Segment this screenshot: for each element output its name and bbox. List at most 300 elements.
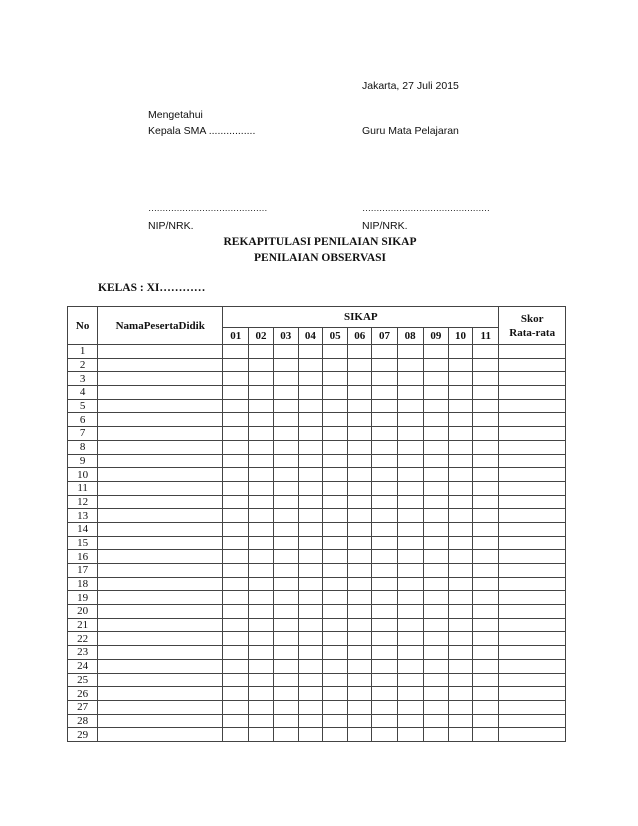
sikap-score-cell[interactable] xyxy=(249,700,273,714)
sikap-score-cell[interactable] xyxy=(372,659,397,673)
sikap-score-cell[interactable] xyxy=(348,659,372,673)
sikap-score-cell[interactable] xyxy=(448,591,472,605)
sikap-score-cell[interactable] xyxy=(249,536,273,550)
sikap-score-cell[interactable] xyxy=(322,427,347,441)
sikap-score-cell[interactable] xyxy=(298,659,322,673)
sikap-score-cell[interactable] xyxy=(273,413,298,427)
sikap-score-cell[interactable] xyxy=(273,509,298,523)
skor-rata-cell[interactable] xyxy=(499,495,566,509)
sikap-score-cell[interactable] xyxy=(348,454,372,468)
sikap-score-cell[interactable] xyxy=(223,591,249,605)
sikap-score-cell[interactable] xyxy=(473,454,499,468)
sikap-score-cell[interactable] xyxy=(473,440,499,454)
sikap-score-cell[interactable] xyxy=(223,399,249,413)
sikap-score-cell[interactable] xyxy=(249,659,273,673)
sikap-score-cell[interactable] xyxy=(273,372,298,386)
sikap-score-cell[interactable] xyxy=(372,700,397,714)
skor-rata-cell[interactable] xyxy=(499,591,566,605)
sikap-score-cell[interactable] xyxy=(322,618,347,632)
sikap-score-cell[interactable] xyxy=(473,728,499,742)
sikap-score-cell[interactable] xyxy=(423,509,448,523)
sikap-score-cell[interactable] xyxy=(473,714,499,728)
sikap-score-cell[interactable] xyxy=(372,468,397,482)
sikap-score-cell[interactable] xyxy=(249,358,273,372)
sikap-score-cell[interactable] xyxy=(348,550,372,564)
sikap-score-cell[interactable] xyxy=(249,386,273,400)
sikap-score-cell[interactable] xyxy=(249,646,273,660)
sikap-score-cell[interactable] xyxy=(348,700,372,714)
sikap-score-cell[interactable] xyxy=(298,618,322,632)
sikap-score-cell[interactable] xyxy=(322,659,347,673)
nama-cell[interactable] xyxy=(98,372,223,386)
skor-rata-cell[interactable] xyxy=(499,646,566,660)
sikap-score-cell[interactable] xyxy=(273,714,298,728)
sikap-score-cell[interactable] xyxy=(322,577,347,591)
nama-cell[interactable] xyxy=(98,618,223,632)
skor-rata-cell[interactable] xyxy=(499,345,566,359)
sikap-score-cell[interactable] xyxy=(397,454,423,468)
sikap-score-cell[interactable] xyxy=(423,358,448,372)
sikap-score-cell[interactable] xyxy=(423,605,448,619)
sikap-score-cell[interactable] xyxy=(223,687,249,701)
sikap-score-cell[interactable] xyxy=(223,481,249,495)
sikap-score-cell[interactable] xyxy=(298,386,322,400)
nama-cell[interactable] xyxy=(98,646,223,660)
sikap-score-cell[interactable] xyxy=(473,536,499,550)
sikap-score-cell[interactable] xyxy=(397,427,423,441)
sikap-score-cell[interactable] xyxy=(372,714,397,728)
sikap-score-cell[interactable] xyxy=(473,632,499,646)
sikap-score-cell[interactable] xyxy=(273,687,298,701)
sikap-score-cell[interactable] xyxy=(473,605,499,619)
sikap-score-cell[interactable] xyxy=(423,591,448,605)
sikap-score-cell[interactable] xyxy=(397,345,423,359)
sikap-score-cell[interactable] xyxy=(473,345,499,359)
sikap-score-cell[interactable] xyxy=(273,605,298,619)
nama-cell[interactable] xyxy=(98,468,223,482)
skor-rata-cell[interactable] xyxy=(499,605,566,619)
nama-cell[interactable] xyxy=(98,454,223,468)
sikap-score-cell[interactable] xyxy=(273,427,298,441)
nama-cell[interactable] xyxy=(98,427,223,441)
sikap-score-cell[interactable] xyxy=(273,522,298,536)
sikap-score-cell[interactable] xyxy=(448,714,472,728)
sikap-score-cell[interactable] xyxy=(473,577,499,591)
sikap-score-cell[interactable] xyxy=(448,399,472,413)
sikap-score-cell[interactable] xyxy=(273,632,298,646)
sikap-score-cell[interactable] xyxy=(473,386,499,400)
skor-rata-cell[interactable] xyxy=(499,440,566,454)
sikap-score-cell[interactable] xyxy=(249,495,273,509)
skor-rata-cell[interactable] xyxy=(499,481,566,495)
skor-rata-cell[interactable] xyxy=(499,427,566,441)
sikap-score-cell[interactable] xyxy=(448,564,472,578)
sikap-score-cell[interactable] xyxy=(322,481,347,495)
sikap-score-cell[interactable] xyxy=(322,700,347,714)
nama-cell[interactable] xyxy=(98,577,223,591)
sikap-score-cell[interactable] xyxy=(298,591,322,605)
nama-cell[interactable] xyxy=(98,522,223,536)
sikap-score-cell[interactable] xyxy=(298,673,322,687)
sikap-score-cell[interactable] xyxy=(273,386,298,400)
sikap-score-cell[interactable] xyxy=(298,440,322,454)
sikap-score-cell[interactable] xyxy=(298,700,322,714)
sikap-score-cell[interactable] xyxy=(397,372,423,386)
sikap-score-cell[interactable] xyxy=(223,454,249,468)
sikap-score-cell[interactable] xyxy=(423,618,448,632)
nama-cell[interactable] xyxy=(98,440,223,454)
nama-cell[interactable] xyxy=(98,700,223,714)
sikap-score-cell[interactable] xyxy=(473,372,499,386)
sikap-score-cell[interactable] xyxy=(372,687,397,701)
sikap-score-cell[interactable] xyxy=(397,646,423,660)
sikap-score-cell[interactable] xyxy=(372,646,397,660)
sikap-score-cell[interactable] xyxy=(348,591,372,605)
sikap-score-cell[interactable] xyxy=(448,605,472,619)
sikap-score-cell[interactable] xyxy=(249,522,273,536)
sikap-score-cell[interactable] xyxy=(473,591,499,605)
sikap-score-cell[interactable] xyxy=(322,687,347,701)
sikap-score-cell[interactable] xyxy=(397,605,423,619)
sikap-score-cell[interactable] xyxy=(322,714,347,728)
sikap-score-cell[interactable] xyxy=(372,564,397,578)
sikap-score-cell[interactable] xyxy=(249,372,273,386)
sikap-score-cell[interactable] xyxy=(273,646,298,660)
sikap-score-cell[interactable] xyxy=(423,728,448,742)
nama-cell[interactable] xyxy=(98,495,223,509)
sikap-score-cell[interactable] xyxy=(423,413,448,427)
sikap-score-cell[interactable] xyxy=(348,646,372,660)
sikap-score-cell[interactable] xyxy=(423,659,448,673)
skor-rata-cell[interactable] xyxy=(499,700,566,714)
sikap-score-cell[interactable] xyxy=(448,659,472,673)
sikap-score-cell[interactable] xyxy=(273,564,298,578)
sikap-score-cell[interactable] xyxy=(223,413,249,427)
sikap-score-cell[interactable] xyxy=(249,673,273,687)
sikap-score-cell[interactable] xyxy=(372,481,397,495)
sikap-score-cell[interactable] xyxy=(372,522,397,536)
skor-rata-cell[interactable] xyxy=(499,386,566,400)
nama-cell[interactable] xyxy=(98,714,223,728)
sikap-score-cell[interactable] xyxy=(298,427,322,441)
sikap-score-cell[interactable] xyxy=(298,536,322,550)
sikap-score-cell[interactable] xyxy=(223,495,249,509)
sikap-score-cell[interactable] xyxy=(448,454,472,468)
sikap-score-cell[interactable] xyxy=(397,550,423,564)
skor-rata-cell[interactable] xyxy=(499,728,566,742)
sikap-score-cell[interactable] xyxy=(423,536,448,550)
sikap-score-cell[interactable] xyxy=(273,454,298,468)
nama-cell[interactable] xyxy=(98,358,223,372)
sikap-score-cell[interactable] xyxy=(273,700,298,714)
sikap-score-cell[interactable] xyxy=(473,646,499,660)
sikap-score-cell[interactable] xyxy=(249,605,273,619)
skor-rata-cell[interactable] xyxy=(499,687,566,701)
sikap-score-cell[interactable] xyxy=(223,550,249,564)
sikap-score-cell[interactable] xyxy=(448,550,472,564)
sikap-score-cell[interactable] xyxy=(423,714,448,728)
sikap-score-cell[interactable] xyxy=(298,632,322,646)
sikap-score-cell[interactable] xyxy=(448,427,472,441)
sikap-score-cell[interactable] xyxy=(348,468,372,482)
nama-cell[interactable] xyxy=(98,345,223,359)
sikap-score-cell[interactable] xyxy=(372,386,397,400)
sikap-score-cell[interactable] xyxy=(397,564,423,578)
sikap-score-cell[interactable] xyxy=(448,372,472,386)
sikap-score-cell[interactable] xyxy=(273,399,298,413)
sikap-score-cell[interactable] xyxy=(372,399,397,413)
sikap-score-cell[interactable] xyxy=(298,372,322,386)
skor-rata-cell[interactable] xyxy=(499,536,566,550)
sikap-score-cell[interactable] xyxy=(473,522,499,536)
sikap-score-cell[interactable] xyxy=(423,687,448,701)
sikap-score-cell[interactable] xyxy=(348,372,372,386)
sikap-score-cell[interactable] xyxy=(223,522,249,536)
sikap-score-cell[interactable] xyxy=(298,714,322,728)
skor-rata-cell[interactable] xyxy=(499,358,566,372)
sikap-score-cell[interactable] xyxy=(397,536,423,550)
sikap-score-cell[interactable] xyxy=(372,728,397,742)
sikap-score-cell[interactable] xyxy=(423,550,448,564)
sikap-score-cell[interactable] xyxy=(298,605,322,619)
sikap-score-cell[interactable] xyxy=(298,550,322,564)
sikap-score-cell[interactable] xyxy=(423,481,448,495)
sikap-score-cell[interactable] xyxy=(473,413,499,427)
sikap-score-cell[interactable] xyxy=(249,687,273,701)
sikap-score-cell[interactable] xyxy=(423,673,448,687)
sikap-score-cell[interactable] xyxy=(397,673,423,687)
nama-cell[interactable] xyxy=(98,413,223,427)
sikap-score-cell[interactable] xyxy=(348,440,372,454)
sikap-score-cell[interactable] xyxy=(473,550,499,564)
sikap-score-cell[interactable] xyxy=(249,564,273,578)
sikap-score-cell[interactable] xyxy=(249,481,273,495)
sikap-score-cell[interactable] xyxy=(223,714,249,728)
sikap-score-cell[interactable] xyxy=(448,481,472,495)
sikap-score-cell[interactable] xyxy=(397,413,423,427)
sikap-score-cell[interactable] xyxy=(397,509,423,523)
sikap-score-cell[interactable] xyxy=(273,345,298,359)
skor-rata-cell[interactable] xyxy=(499,618,566,632)
sikap-score-cell[interactable] xyxy=(372,345,397,359)
sikap-score-cell[interactable] xyxy=(423,386,448,400)
skor-rata-cell[interactable] xyxy=(499,454,566,468)
sikap-score-cell[interactable] xyxy=(223,618,249,632)
sikap-score-cell[interactable] xyxy=(473,399,499,413)
sikap-score-cell[interactable] xyxy=(397,714,423,728)
skor-rata-cell[interactable] xyxy=(499,522,566,536)
sikap-score-cell[interactable] xyxy=(397,659,423,673)
sikap-score-cell[interactable] xyxy=(249,413,273,427)
sikap-score-cell[interactable] xyxy=(322,413,347,427)
sikap-score-cell[interactable] xyxy=(298,413,322,427)
sikap-score-cell[interactable] xyxy=(448,618,472,632)
sikap-score-cell[interactable] xyxy=(397,399,423,413)
sikap-score-cell[interactable] xyxy=(223,659,249,673)
sikap-score-cell[interactable] xyxy=(249,399,273,413)
sikap-score-cell[interactable] xyxy=(372,495,397,509)
sikap-score-cell[interactable] xyxy=(473,481,499,495)
skor-rata-cell[interactable] xyxy=(499,399,566,413)
sikap-score-cell[interactable] xyxy=(223,673,249,687)
sikap-score-cell[interactable] xyxy=(348,564,372,578)
sikap-score-cell[interactable] xyxy=(298,468,322,482)
sikap-score-cell[interactable] xyxy=(223,646,249,660)
sikap-score-cell[interactable] xyxy=(473,687,499,701)
nama-cell[interactable] xyxy=(98,605,223,619)
sikap-score-cell[interactable] xyxy=(473,468,499,482)
sikap-score-cell[interactable] xyxy=(249,632,273,646)
sikap-score-cell[interactable] xyxy=(298,495,322,509)
sikap-score-cell[interactable] xyxy=(348,632,372,646)
sikap-score-cell[interactable] xyxy=(448,386,472,400)
sikap-score-cell[interactable] xyxy=(448,536,472,550)
sikap-score-cell[interactable] xyxy=(397,700,423,714)
sikap-score-cell[interactable] xyxy=(372,454,397,468)
sikap-score-cell[interactable] xyxy=(348,495,372,509)
sikap-score-cell[interactable] xyxy=(423,495,448,509)
nama-cell[interactable] xyxy=(98,481,223,495)
sikap-score-cell[interactable] xyxy=(348,618,372,632)
sikap-score-cell[interactable] xyxy=(397,618,423,632)
sikap-score-cell[interactable] xyxy=(372,591,397,605)
sikap-score-cell[interactable] xyxy=(448,646,472,660)
sikap-score-cell[interactable] xyxy=(423,646,448,660)
sikap-score-cell[interactable] xyxy=(473,659,499,673)
sikap-score-cell[interactable] xyxy=(348,714,372,728)
sikap-score-cell[interactable] xyxy=(348,386,372,400)
sikap-score-cell[interactable] xyxy=(322,728,347,742)
sikap-score-cell[interactable] xyxy=(473,427,499,441)
sikap-score-cell[interactable] xyxy=(322,632,347,646)
sikap-score-cell[interactable] xyxy=(448,577,472,591)
sikap-score-cell[interactable] xyxy=(397,577,423,591)
sikap-score-cell[interactable] xyxy=(423,399,448,413)
skor-rata-cell[interactable] xyxy=(499,372,566,386)
sikap-score-cell[interactable] xyxy=(423,577,448,591)
sikap-score-cell[interactable] xyxy=(473,673,499,687)
sikap-score-cell[interactable] xyxy=(273,440,298,454)
skor-rata-cell[interactable] xyxy=(499,509,566,523)
sikap-score-cell[interactable] xyxy=(448,413,472,427)
skor-rata-cell[interactable] xyxy=(499,564,566,578)
sikap-score-cell[interactable] xyxy=(423,372,448,386)
sikap-score-cell[interactable] xyxy=(473,700,499,714)
nama-cell[interactable] xyxy=(98,564,223,578)
sikap-score-cell[interactable] xyxy=(448,345,472,359)
nama-cell[interactable] xyxy=(98,632,223,646)
sikap-score-cell[interactable] xyxy=(372,440,397,454)
sikap-score-cell[interactable] xyxy=(372,413,397,427)
sikap-score-cell[interactable] xyxy=(348,673,372,687)
sikap-score-cell[interactable] xyxy=(397,632,423,646)
skor-rata-cell[interactable] xyxy=(499,550,566,564)
nama-cell[interactable] xyxy=(98,536,223,550)
sikap-score-cell[interactable] xyxy=(348,345,372,359)
sikap-score-cell[interactable] xyxy=(348,481,372,495)
nama-cell[interactable] xyxy=(98,659,223,673)
sikap-score-cell[interactable] xyxy=(423,632,448,646)
sikap-score-cell[interactable] xyxy=(298,454,322,468)
sikap-score-cell[interactable] xyxy=(397,591,423,605)
sikap-score-cell[interactable] xyxy=(423,427,448,441)
sikap-score-cell[interactable] xyxy=(448,700,472,714)
sikap-score-cell[interactable] xyxy=(423,468,448,482)
sikap-score-cell[interactable] xyxy=(273,550,298,564)
sikap-score-cell[interactable] xyxy=(448,687,472,701)
sikap-score-cell[interactable] xyxy=(273,728,298,742)
sikap-score-cell[interactable] xyxy=(322,564,347,578)
sikap-score-cell[interactable] xyxy=(372,372,397,386)
sikap-score-cell[interactable] xyxy=(249,618,273,632)
sikap-score-cell[interactable] xyxy=(223,564,249,578)
sikap-score-cell[interactable] xyxy=(473,495,499,509)
sikap-score-cell[interactable] xyxy=(322,454,347,468)
sikap-score-cell[interactable] xyxy=(273,659,298,673)
sikap-score-cell[interactable] xyxy=(348,605,372,619)
sikap-score-cell[interactable] xyxy=(397,468,423,482)
sikap-score-cell[interactable] xyxy=(448,728,472,742)
skor-rata-cell[interactable] xyxy=(499,632,566,646)
sikap-score-cell[interactable] xyxy=(298,728,322,742)
sikap-score-cell[interactable] xyxy=(249,427,273,441)
sikap-score-cell[interactable] xyxy=(348,536,372,550)
sikap-score-cell[interactable] xyxy=(322,646,347,660)
sikap-score-cell[interactable] xyxy=(273,536,298,550)
sikap-score-cell[interactable] xyxy=(348,427,372,441)
sikap-score-cell[interactable] xyxy=(473,358,499,372)
skor-rata-cell[interactable] xyxy=(499,714,566,728)
sikap-score-cell[interactable] xyxy=(273,481,298,495)
sikap-score-cell[interactable] xyxy=(298,509,322,523)
sikap-score-cell[interactable] xyxy=(298,522,322,536)
sikap-score-cell[interactable] xyxy=(423,454,448,468)
sikap-score-cell[interactable] xyxy=(223,427,249,441)
sikap-score-cell[interactable] xyxy=(372,577,397,591)
sikap-score-cell[interactable] xyxy=(223,700,249,714)
sikap-score-cell[interactable] xyxy=(397,522,423,536)
sikap-score-cell[interactable] xyxy=(223,577,249,591)
skor-rata-cell[interactable] xyxy=(499,413,566,427)
sikap-score-cell[interactable] xyxy=(249,509,273,523)
sikap-score-cell[interactable] xyxy=(423,440,448,454)
sikap-score-cell[interactable] xyxy=(348,728,372,742)
sikap-score-cell[interactable] xyxy=(298,481,322,495)
sikap-score-cell[interactable] xyxy=(348,577,372,591)
sikap-score-cell[interactable] xyxy=(448,673,472,687)
sikap-score-cell[interactable] xyxy=(397,358,423,372)
sikap-score-cell[interactable] xyxy=(223,468,249,482)
sikap-score-cell[interactable] xyxy=(322,522,347,536)
sikap-score-cell[interactable] xyxy=(348,687,372,701)
sikap-score-cell[interactable] xyxy=(298,358,322,372)
sikap-score-cell[interactable] xyxy=(448,522,472,536)
sikap-score-cell[interactable] xyxy=(348,413,372,427)
sikap-score-cell[interactable] xyxy=(223,632,249,646)
skor-rata-cell[interactable] xyxy=(499,468,566,482)
nama-cell[interactable] xyxy=(98,386,223,400)
sikap-score-cell[interactable] xyxy=(223,605,249,619)
sikap-score-cell[interactable] xyxy=(322,673,347,687)
nama-cell[interactable] xyxy=(98,591,223,605)
sikap-score-cell[interactable] xyxy=(448,632,472,646)
sikap-score-cell[interactable] xyxy=(322,399,347,413)
sikap-score-cell[interactable] xyxy=(423,700,448,714)
sikap-score-cell[interactable] xyxy=(249,591,273,605)
sikap-score-cell[interactable] xyxy=(322,386,347,400)
sikap-score-cell[interactable] xyxy=(473,564,499,578)
sikap-score-cell[interactable] xyxy=(322,358,347,372)
